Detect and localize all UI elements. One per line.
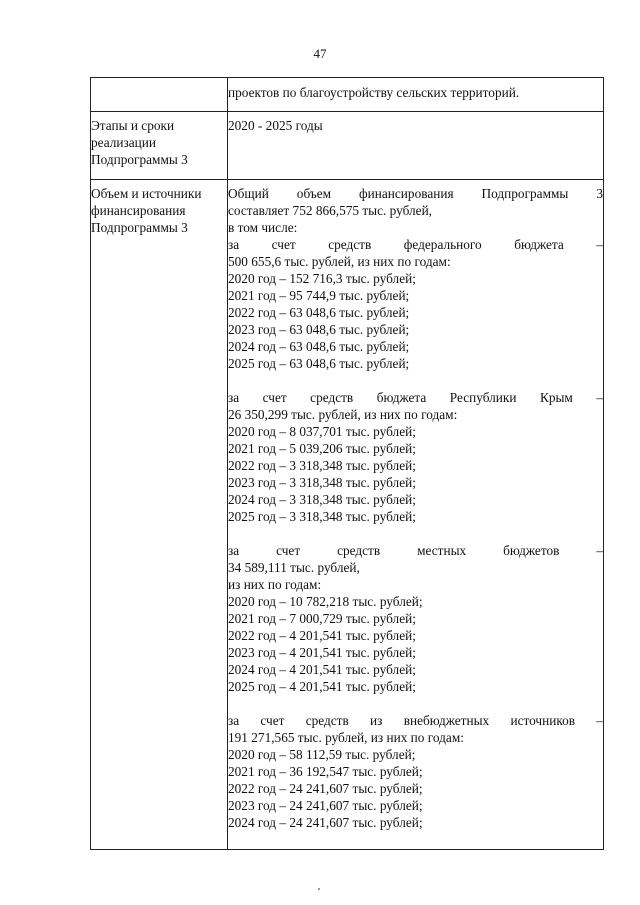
extrabudget-year-line: 2024 год – 24 241,607 тыс. рублей; — [228, 815, 423, 830]
extrabudget-year-line: 2021 год – 36 192,547 тыс. рублей; — [228, 764, 423, 779]
republic-year-line: 2020 год – 8 037,701 тыс. рублей; — [228, 424, 416, 439]
federal-year-line: 2022 год – 63 048,6 тыс. рублей; — [228, 305, 410, 320]
republic-year-line: 2023 год – 3 318,348 тыс. рублей; — [228, 475, 416, 490]
stages-value-cell — [228, 112, 604, 180]
word: федерального — [403, 237, 482, 252]
table-row-funding — [91, 180, 604, 850]
word: средств — [328, 237, 372, 252]
word: средств — [305, 713, 349, 728]
extrabudget-total: 191 271,565 тыс. рублей, из них по годам: — [228, 730, 464, 745]
funding-value-cell — [228, 180, 604, 850]
word: – — [596, 390, 603, 405]
blank-line — [228, 695, 603, 712]
local-heading — [228, 542, 603, 559]
word: за — [228, 543, 240, 558]
funding-label-line: финансирования — [91, 203, 186, 218]
federal-year-line: 2023 год – 63 048,6 тыс. рублей; — [228, 322, 410, 337]
continuation-value-cell — [228, 78, 604, 112]
word: счет — [262, 390, 287, 405]
funding-total: составляет 752 866,575 тыс. рублей, — [228, 203, 433, 218]
word: Крым — [539, 390, 573, 405]
word: 3 — [596, 186, 603, 201]
local-year-line: 2025 год – 4 201,541 тыс. рублей; — [228, 679, 416, 694]
republic-total: 26 350,299 тыс. рублей, из них по годам: — [228, 407, 458, 422]
local-year-line: 2021 год – 7 000,729 тыс. рублей; — [228, 611, 416, 626]
federal-year-line: 2021 год – 95 744,9 тыс. рублей; — [228, 288, 410, 303]
federal-year-line: 2024 год – 63 048,6 тыс. рублей; — [228, 339, 410, 354]
page-number: 47 — [313, 46, 327, 61]
word: счет — [276, 543, 301, 558]
word: бюджета — [376, 390, 427, 405]
extrabudget-year-line: 2022 год – 24 241,607 тыс. рублей; — [228, 781, 423, 796]
local-total: 34 589,111 тыс. рублей, — [228, 560, 360, 575]
funding-intro-line — [228, 185, 603, 202]
continuation-text: проектов по благоустройству сельских территорий. — [228, 85, 520, 100]
republic-year-line: 2025 год – 3 318,348 тыс. рублей; — [228, 509, 416, 524]
blank-line — [228, 372, 603, 389]
republic-year-line: 2021 год – 5 039,206 тыс. рублей; — [228, 441, 416, 456]
word: из — [370, 713, 383, 728]
extrabudget-year-line: 2023 год – 24 241,607 тыс. рублей; — [228, 798, 423, 813]
word: Подпрограммы — [481, 186, 569, 201]
local-year-line: 2023 год – 4 201,541 тыс. рублей; — [228, 645, 416, 660]
funding-label-line: Объем и источники — [91, 186, 202, 201]
word: средств — [310, 390, 354, 405]
subprogram-passport-table — [90, 77, 604, 850]
continuation-label-cell — [91, 78, 228, 112]
word: – — [596, 237, 603, 252]
stages-label-line: Подпрограммы 3 — [91, 152, 188, 167]
table-row-continuation — [91, 78, 604, 112]
stages-label-line: Этапы и сроки — [91, 118, 175, 133]
word: местных — [417, 543, 467, 558]
stages-label-cell — [91, 112, 228, 180]
word: за — [228, 237, 240, 252]
word: – — [596, 543, 603, 558]
funding-label-cell — [91, 180, 228, 850]
republic-year-line: 2022 год – 3 318,348 тыс. рублей; — [228, 458, 416, 473]
stages-label-line: реализации — [91, 135, 156, 150]
extrabudget-year-line: 2020 год – 58 112,59 тыс. рублей; — [228, 747, 416, 762]
word: внебюджетных — [403, 713, 490, 728]
word: за — [228, 713, 240, 728]
word: счет — [271, 237, 296, 252]
word: счет — [260, 713, 285, 728]
word: – — [596, 713, 603, 728]
word: за — [228, 390, 240, 405]
federal-year-line: 2025 год – 63 048,6 тыс. рублей; — [228, 356, 410, 371]
word: Республики — [449, 390, 517, 405]
word: бюджетов — [503, 543, 560, 558]
blank-line — [228, 525, 603, 542]
funding-including: в том числе: — [228, 220, 298, 235]
federal-heading — [228, 236, 603, 253]
word: финансирования — [359, 186, 454, 201]
word: бюджета — [514, 237, 564, 252]
table-row-stages — [91, 112, 604, 180]
federal-total: 500 655,6 тыс. рублей, из них по годам: — [228, 254, 451, 269]
word: средств — [337, 543, 381, 558]
extrabudget-heading — [228, 712, 603, 729]
word: объем — [296, 186, 332, 201]
local-year-line: 2024 год – 4 201,541 тыс. рублей; — [228, 662, 416, 677]
word: источников — [510, 713, 576, 728]
republic-year-line: 2024 год – 3 318,348 тыс. рублей; — [228, 492, 416, 507]
local-year-line: 2020 год – 10 782,218 тыс. рублей; — [228, 594, 423, 609]
scan-speck — [318, 888, 320, 890]
local-year-line: 2022 год – 4 201,541 тыс. рублей; — [228, 628, 416, 643]
funding-label-line: Подпрограммы 3 — [91, 220, 188, 235]
federal-year-line: 2020 год – 152 716,3 тыс. рублей; — [228, 271, 416, 286]
stages-value: 2020 - 2025 годы — [228, 118, 323, 133]
word: Общий — [228, 186, 269, 201]
republic-heading — [228, 389, 603, 406]
local-subhead: из них по годам: — [228, 577, 322, 592]
